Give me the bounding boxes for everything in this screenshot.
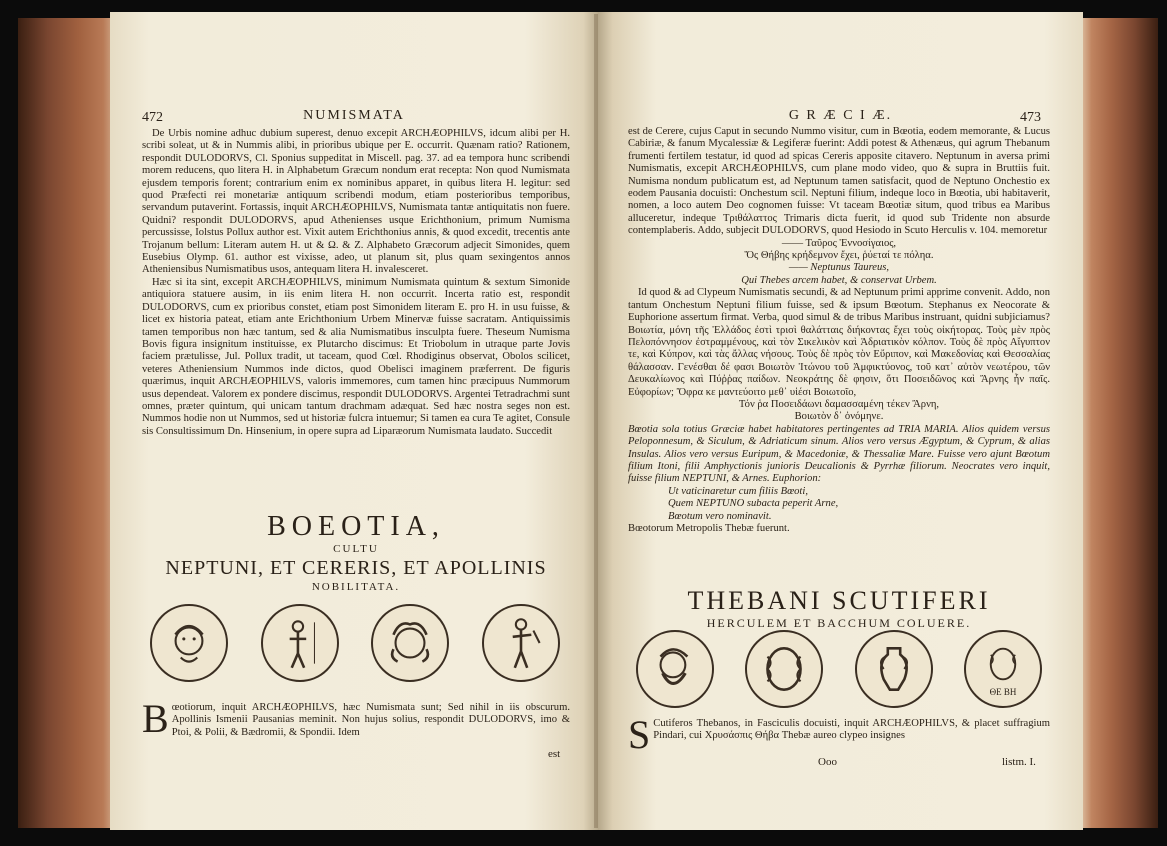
- coin-standing-figure-icon: [261, 604, 339, 682]
- left-running-head: NUMISMATA: [303, 108, 405, 123]
- left-paragraph-2: Hæc si ita sint, excepit ARCHÆOPHILVS, minimum Numismata quintum & sextum Simonide antiquiora statuere ausim, in iis enim litera H. non occurrit. Incerta ratio est, respondit DULODORVS, cum ex prioribus constet, etiam post Simonidem literam E. pro H. in usu fuisse, & licet ex historia pateat, etiam ante Erichthonium Urbem Minervæ fuisse sacratam. Antiquissimis tamen temporibus non hæc tantum, sed & alia Numismatibus insculpta fuere. Theseum Numisma Bovis figura insignitum instituisse, ex Plutarcho discimus: Et Triobolum in utraque parte Jovis faciem prætulisse, Jul. Pollux tradit, ut taceam, quod Cœl. Rhodiginus observat, Obolos scilicet, veteres Atheniensium Nummos inde dictos, quod Obelisci imaginem præferrent. De figuris quærimus, inquit ARCHÆOPHILVS, valoris immemores, cum tamen hinc præcipuus Nummorum usus dependeat. Valorem ex pondere discimus, respondit DULODORVS. Argentei Tetradrachmi sunt omnes, præter quintum, qui unicam tantum drachmam adæquat. Sed hæc nostra seges non est. Nummos hodie non ut Nummos, sed ut historiæ fulcra intuemur; Si tamen ea cura Te agitet, Consule sis Consultissimum Dn. Hinsenium, in opere supra ad Liparæorum Numismata laudato. Succedit: [142, 276, 570, 437]
- boeotia-section-heading: [142, 512, 570, 594]
- left-page-number: 472: [142, 110, 163, 125]
- boeotia-sub-cultu: CULTU: [333, 543, 379, 555]
- boeotia-title: BOEOTIA,: [267, 511, 445, 542]
- thebani-title: THEBANI SCUTIFERI: [687, 586, 991, 615]
- verse-line-1: —— Ταῦρος Ἐννοσίγαιος,: [781, 237, 897, 249]
- right-page: [598, 12, 1083, 830]
- left-paragraph-1: De Urbis nomine adhuc dubium superest, denuo excepit ARCHÆOPHILVS, idcum alibi per H. scribi soleat, ut & in Nummis alibi, in prioribus ubique per E. occurrit. Quænam ratio? Rationem, respondit DULODORVS, Cl. Sponius suppeditat in Miscell. pag. 37. ad ea tempora hunc scribendi morem reducens, quo litera H. in Alphabetum Græcum nondum erat recepta: Non quod Numismata ejusdem temporis forent; contrarium enim ex nominibus apparet, in quibus litera H. legitur: sed quod Præfecti rei monetariæ antiquum scribendi modum, etiam posterioribus temporibus, servandum putaverint. Fortassis, inquit ARCHÆOPHILVS, Numismata tantæ antiquitatis non fuere. Quidni? respondit DULODORVS, apud Athenienses usque Erichthonium, primum Numisma percussisse, Iolstus Pollux author est. Vixit autem Erichthonius annis, & quod excedit, trecentis ante Trojanum bellum: Literam autem H. ut & Ω. & Z. Alphabeto Græcorum adjecit Simonides, quem Eusebius Olymp. 61. author est vixisse, adeo, ut planum sit, plus quam sexingentos annos Atheniensibus Numismatibus usos, antequam litera H. invalesceret.: [142, 128, 570, 276]
- open-book: [18, 8, 1158, 838]
- thebani-coin-row: [636, 630, 1042, 708]
- left-bottom-paragraph: œotiorum, inquit ARCHÆOPHILVS, hæc Numismata sunt; Sed nihil in iis obscurum. Apollinis Ismenii Pausanias meminit. Non hujus solius, respondit DULODORVS, imo & Ptoi, & Polii, & Bædromii, & Spondii. Idem: [171, 702, 570, 738]
- verse-line-4: Qui Thebes arcem habet, & conservat Urbem.: [741, 274, 937, 286]
- left-catchword: est: [548, 748, 561, 760]
- left-dropcap: B: [142, 696, 169, 741]
- right-catchword: listm. I.: [1002, 756, 1036, 768]
- left-bottom-text: [142, 696, 570, 741]
- boeotia-sub-nobilitata: NOBILITATA.: [311, 581, 401, 593]
- right-paragraph-2: Id quod & ad Clypeum Numismatis secundi, & ad Neptunum primi apprime convenit. Addo, non tantum Onchestum Neptuni filium fuisse, sed & ipsum Bœotum. Stephanus ex Neocorate & Euphorione assertum firmat. Verba, quod simul & de tribus Maribus instruant, quidni subjiciamus? Βοιωτία, μόνη τῆς Ἑλλάδος ἐστὶ τρισὶ θαλάτταις διήκοντας ἔχει τοὺς οἰκήτορας. Τοὺς μὲν πρὸς Πελοπόννησον ἐστραμμένους, καὶ τὸν Σικελικὸν καὶ Ἀδριατικὸν κόλπον. Τοὺς δὲ πρὸς Αἴγυπτον τε, καὶ Κύπρον, καὶ τὰς ἄλλας νήσους. Τοὺς δὲ πρὸς τὸν Εὔριπον, καὶ Μακεδονίας καὶ Θεσσαλίας θάλασσαν. Γενέσθαι δέ φασι Βοιωτὸν Ἰτώνου τοῦ Ἀμφικτύονος, τοῦ κατ᾽ αὐτὸν νεωτέρου, τῶν Δευκαλίωνος καὶ Πύῤῥας παίδων. Νεοκράτης δὲ φησιν, ὅτι Ποσειδῶνος καὶ Ἄρνης ἦν παῖς. Εὐφορίων; Ὄφρα κε μαντεύοιτο μεθ᾽ υἱέσι Βοιωτοῖο,: [628, 287, 1050, 398]
- verse-line-5: Τόν ῥα Ποσειδάωνι δαμασσαμένη τέκεν Ἄρνη,: [738, 398, 940, 410]
- boeotia-sub-gods: NEPTUNI, ET CERERIS, ET APOLLINIS: [165, 557, 547, 579]
- signature-mark: Ooo: [818, 756, 837, 768]
- boeotia-coin-row: [150, 604, 560, 682]
- right-paragraph-1: est de Cerere, cujus Caput in secundo Nummo visitur, cum in Bœotia, eodem memorante, & Lucus Cabiriæ, & fanum Mycalessiæ & Legiferæ fuerint: Addi potest & Athenæus, qui agrum Thebanum frumenti fertilem testatur, id quod ad spicas Cereris apposite citavero. Neptunum in aversa primi Numismatis, excepit ARCHÆOPHILVS, cum plane modo video, quo & supra in Bruttiis fuit. Numisma nondum publicatum est, ad Neptunum tamen satisfacit, quod de Neptuno Onchestio ex eodem Pausania docuisti: Onchestum scil. Neptuni filium, indeque loco in Bœotia, ubi habitaverit, nomen, a loco autem Deo cognomen fuisse: Vt taceam Bœotiæ situm, quod tribus ea Maribus alluceretur, indeque Τριθάλαττος Trimaris dicta fuerit, id quod sub Tridente non absurde contemplaberis. Addo, subjecit DULODORVS, quod Hesiodo in Scuto Herculis v. 104. memoretur: [628, 126, 1050, 237]
- coin-apollo-standing-icon: [482, 604, 560, 682]
- left-page-edges: [18, 18, 118, 828]
- coin-bearded-head-icon: [636, 630, 714, 708]
- left-page: [110, 12, 598, 830]
- right-paragraph-3: Bœotia sola totius Græciæ habet habitatores pertingentes ad TRIA MARIA. Alios quidem versus Peloponnesum, & Siculum, & Adriaticum sinum. Alios vero versus Ægyptum, & Cyprum, & alias Insulas. Alios vero versus Euripum, & Macedoniæ, & Thessaliæ Mare. Fuisse vero ajunt Bœotum filium Itoni, filii Amphyctionis junioris Deucalionis & Pyrrhæ filiorum. Neocrates vero inquit, fuisse filium NEPTUNI, & Arnes. Euphorion:: [628, 423, 1050, 485]
- verse-line-9: Bœotum vero nominavit.: [668, 510, 772, 522]
- right-running-head: G R Æ C I Æ.: [788, 108, 893, 123]
- right-page-edges: [1080, 18, 1158, 828]
- right-paragraph-4: Bœotorum Metropolis Thebæ fuerunt.: [628, 523, 790, 534]
- verse-line-2: Ὅς Θήβης κρήδεμνον ἔχει, ῥύεταί τε πόληα.: [744, 250, 934, 262]
- right-body-text: [628, 126, 1050, 535]
- left-body-text: [142, 128, 570, 438]
- coin-amphora-icon: [855, 630, 933, 708]
- thebani-subtitle: HERCULEM ET BACCHUM COLUERE.: [706, 616, 972, 630]
- right-dropcap: S: [628, 712, 651, 757]
- coin-head-facing-icon: [150, 604, 228, 682]
- coin-shield-inscribed-icon: [964, 630, 1042, 708]
- right-page-number: 473: [1020, 110, 1041, 125]
- right-bottom-text: [628, 712, 1050, 757]
- coin-head-with-hair-icon: [371, 604, 449, 682]
- verse-line-3: —— Neptunus Taureus,: [788, 262, 890, 274]
- verse-line-8: Quem NEPTUNO subacta peperit Arne,: [668, 498, 839, 510]
- coin-shield-icon: [745, 630, 823, 708]
- thebani-section-heading: [628, 586, 1050, 630]
- verse-line-7: Ut vaticinaretur cum filiis Bœoti,: [668, 485, 808, 497]
- right-bottom-paragraph: Cutiferos Thebanos, in Fasciculis docuisti, inquit ARCHÆOPHILVS, & placet suffragium Pindari, cui Χρυσάσπις Θήβα Thebæ aureo clypeo insignes: [653, 718, 1050, 742]
- coin-inscription: ΘΕ ΒΗ: [989, 687, 1017, 697]
- verse-line-6: Βοιωτὸν δ᾽ ὀνόμηνε.: [794, 411, 884, 423]
